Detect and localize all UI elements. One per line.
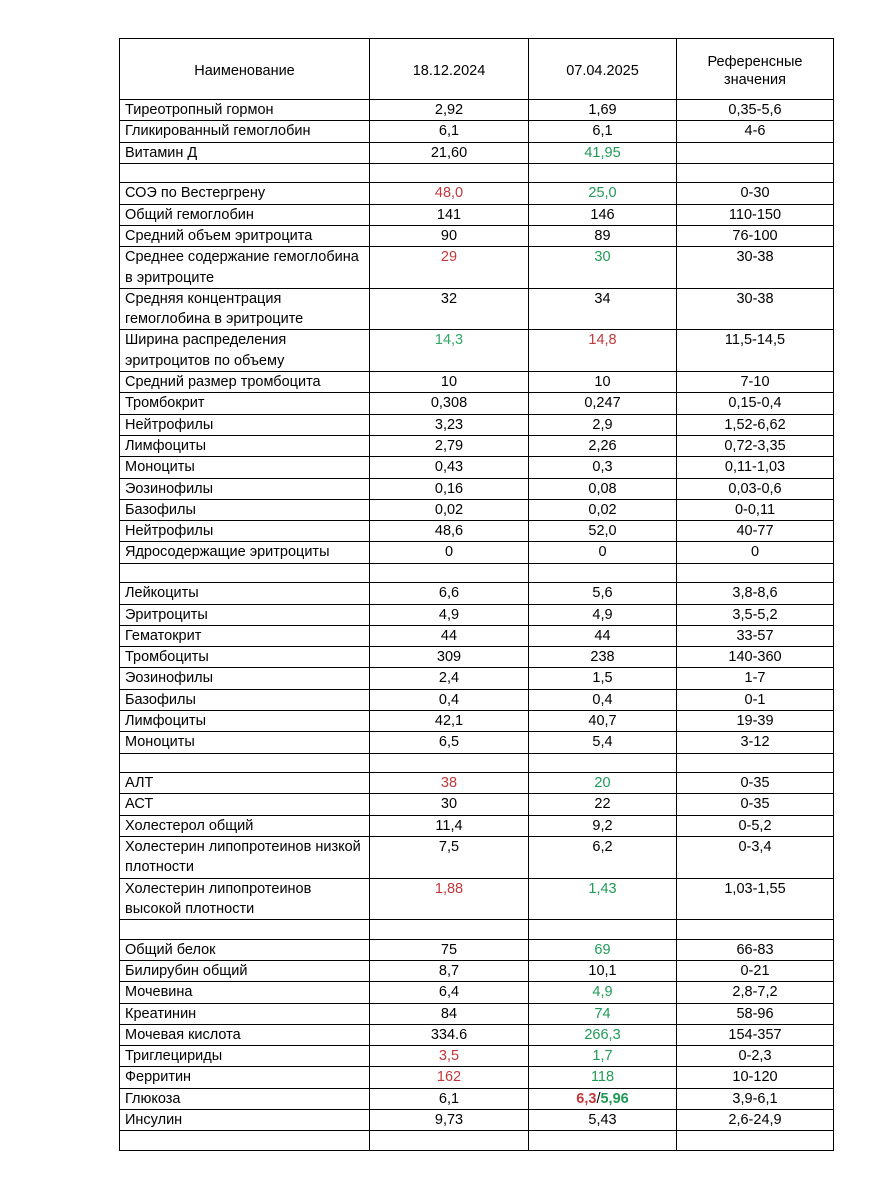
value-date-1: 162: [370, 1067, 529, 1088]
table-row: [120, 142, 834, 163]
blank-cell: [120, 920, 370, 940]
table-row: [120, 100, 834, 121]
blank-cell: [529, 1131, 677, 1151]
value-part: 5,96: [600, 1090, 629, 1107]
test-name: Мочевая кислота: [120, 1024, 370, 1045]
value-date-2: 266,3: [529, 1024, 677, 1045]
value-date-2: 41,95: [529, 142, 677, 163]
reference-range: 19-39: [677, 711, 834, 732]
reference-range: 0-0,11: [677, 499, 834, 520]
reference-range: 76-100: [677, 225, 834, 246]
value-date-1: 30: [370, 794, 529, 815]
value-date-2: 30: [529, 247, 677, 289]
value-date-2: 89: [529, 225, 677, 246]
value-date-2: 25,0: [529, 183, 677, 204]
header-name: Наименование: [120, 39, 370, 100]
table-row: [120, 478, 834, 499]
value-date-2: 20: [529, 773, 677, 794]
test-name: Витамин Д: [120, 142, 370, 163]
value-date-2: 69: [529, 939, 677, 960]
test-name: Базофилы: [120, 689, 370, 710]
test-name: Моноциты: [120, 732, 370, 753]
blank-cell: [120, 163, 370, 183]
reference-range: 0-30: [677, 183, 834, 204]
header-date-1: 18.12.2024: [370, 39, 529, 100]
reference-range: 3,9-6,1: [677, 1088, 834, 1109]
reference-range: 0,72-3,35: [677, 435, 834, 456]
table-row: [120, 414, 834, 435]
test-name: Холестерол общий: [120, 815, 370, 836]
value-date-2: 2,26: [529, 435, 677, 456]
table-row: [120, 960, 834, 981]
test-name: Ширина распределения эритроцитов по объему: [120, 330, 370, 372]
reference-range: 3,5-5,2: [677, 604, 834, 625]
table-row: [120, 625, 834, 646]
test-name: АСТ: [120, 794, 370, 815]
table-row: [120, 1046, 834, 1067]
test-name: СОЭ по Вестергрену: [120, 183, 370, 204]
table-row: [120, 815, 834, 836]
value-date-1: 21,60: [370, 142, 529, 163]
test-name: Тиреотропный гормон: [120, 100, 370, 121]
table-row: [120, 837, 834, 879]
reference-range: 0-35: [677, 773, 834, 794]
table-row: [120, 521, 834, 542]
table-row: [120, 583, 834, 604]
value-date-2: 52,0: [529, 521, 677, 542]
test-name: Среднее содержание гемоглобина в эритроците: [120, 247, 370, 289]
reference-range: 0-35: [677, 794, 834, 815]
test-name: Инсулин: [120, 1110, 370, 1131]
value-part: 6,3: [576, 1090, 597, 1107]
reference-range: 30-38: [677, 247, 834, 289]
value-date-1: 29: [370, 247, 529, 289]
value-date-1: 6,1: [370, 121, 529, 142]
value-date-2: 0: [529, 542, 677, 563]
blank-cell: [370, 1131, 529, 1151]
value-date-2: 10: [529, 372, 677, 393]
test-name: Средний размер тромбоцита: [120, 372, 370, 393]
value-date-2: 40,7: [529, 711, 677, 732]
reference-range: 2,6-24,9: [677, 1110, 834, 1131]
value-date-1: 3,5: [370, 1046, 529, 1067]
blank-cell: [677, 753, 834, 773]
value-date-2: 0,08: [529, 478, 677, 499]
value-date-1: 6,5: [370, 732, 529, 753]
value-date-2: 2,9: [529, 414, 677, 435]
reference-range: 0,15-0,4: [677, 393, 834, 414]
table-row: [120, 435, 834, 456]
test-name: Средняя концентрация гемоглобина в эритроците: [120, 288, 370, 330]
test-name: Ферритин: [120, 1067, 370, 1088]
value-date-2: 1,43: [529, 878, 677, 920]
test-name: Гематокрит: [120, 625, 370, 646]
reference-range: 0-5,2: [677, 815, 834, 836]
table-row: [120, 689, 834, 710]
test-name: Нейтрофилы: [120, 414, 370, 435]
value-date-2: 74: [529, 1003, 677, 1024]
table-row: [120, 542, 834, 563]
test-name: Эозинофилы: [120, 668, 370, 689]
value-date-2: 4,9: [529, 604, 677, 625]
value-date-1: 8,7: [370, 960, 529, 981]
blank-cell: [529, 563, 677, 583]
reference-range: 140-360: [677, 647, 834, 668]
value-date-2: 1,7: [529, 1046, 677, 1067]
blank-cell: [120, 753, 370, 773]
value-date-2: 0,247: [529, 393, 677, 414]
header-date-2: 07.04.2025: [529, 39, 677, 100]
value-date-2: 5,43: [529, 1110, 677, 1131]
value-date-1: 4,9: [370, 604, 529, 625]
value-date-1: 3,23: [370, 414, 529, 435]
value-date-1: 2,79: [370, 435, 529, 456]
reference-range: 66-83: [677, 939, 834, 960]
test-name: Мочевина: [120, 982, 370, 1003]
value-date-2: 1,5: [529, 668, 677, 689]
value-date-1: 6,4: [370, 982, 529, 1003]
value-date-1: 0: [370, 542, 529, 563]
blank-separator-row: [120, 163, 834, 183]
value-date-2: 0,02: [529, 499, 677, 520]
reference-range: 40-77: [677, 521, 834, 542]
value-date-2: 1,69: [529, 100, 677, 121]
table-row: [120, 1003, 834, 1024]
value-date-2: 118: [529, 1067, 677, 1088]
blank-cell: [370, 163, 529, 183]
test-name: Глюкоза: [120, 1088, 370, 1109]
table-row: [120, 773, 834, 794]
value-date-1: 2,92: [370, 100, 529, 121]
reference-range: 3-12: [677, 732, 834, 753]
value-date-2: 34: [529, 288, 677, 330]
value-date-1: 1,88: [370, 878, 529, 920]
reference-range: 10-120: [677, 1067, 834, 1088]
value-date-1: 141: [370, 204, 529, 225]
value-date-1: 75: [370, 939, 529, 960]
test-name: Лимфоциты: [120, 435, 370, 456]
blank-separator-row: [120, 563, 834, 583]
table-row: [120, 1088, 834, 1109]
test-name: Билирубин общий: [120, 960, 370, 981]
table-row: [120, 457, 834, 478]
value-date-1: 32: [370, 288, 529, 330]
blank-separator-row: [120, 1131, 834, 1151]
value-date-2: 10,1: [529, 960, 677, 981]
table-row: [120, 121, 834, 142]
reference-range: 0-21: [677, 960, 834, 981]
value-date-1: 11,4: [370, 815, 529, 836]
table-row: [120, 288, 834, 330]
reference-range: 4-6: [677, 121, 834, 142]
reference-range: 0,35-5,6: [677, 100, 834, 121]
test-name: Лимфоциты: [120, 711, 370, 732]
test-name: Моноциты: [120, 457, 370, 478]
header-reference-line2: значения: [724, 71, 786, 88]
value-date-1: 42,1: [370, 711, 529, 732]
value-date-1: 309: [370, 647, 529, 668]
value-date-1: 2,4: [370, 668, 529, 689]
reference-range: 3,8-8,6: [677, 583, 834, 604]
blank-cell: [529, 920, 677, 940]
blank-cell: [677, 163, 834, 183]
value-date-2: 44: [529, 625, 677, 646]
table-row: [120, 204, 834, 225]
reference-range: 30-38: [677, 288, 834, 330]
blank-cell: [529, 163, 677, 183]
blank-cell: [370, 920, 529, 940]
table-row: [120, 372, 834, 393]
value-date-1: 0,4: [370, 689, 529, 710]
test-name: Холестерин липопротеинов низкой плотности: [120, 837, 370, 879]
table-row: [120, 794, 834, 815]
table-row: [120, 1067, 834, 1088]
reference-range: 11,5-14,5: [677, 330, 834, 372]
reference-range: 2,8-7,2: [677, 982, 834, 1003]
value-date-1: 38: [370, 773, 529, 794]
reference-range: 0,03-0,6: [677, 478, 834, 499]
value-date-2: 4,9: [529, 982, 677, 1003]
value-date-1: 0,02: [370, 499, 529, 520]
reference-range: 0-1: [677, 689, 834, 710]
table-row: [120, 330, 834, 372]
value-date-2: [529, 1088, 677, 1109]
blank-cell: [120, 1131, 370, 1151]
test-name: Холестерин липопротеинов высокой плотности: [120, 878, 370, 920]
reference-range: 1,03-1,55: [677, 878, 834, 920]
value-date-1: 334.6: [370, 1024, 529, 1045]
test-name: Эозинофилы: [120, 478, 370, 499]
value-date-2: 6,2: [529, 837, 677, 879]
table-row: [120, 499, 834, 520]
value-date-2: 22: [529, 794, 677, 815]
lab-results-table: [119, 38, 834, 1151]
test-name: Средний объем эритроцита: [120, 225, 370, 246]
table-row: [120, 247, 834, 289]
table-row: [120, 939, 834, 960]
table-row: [120, 1024, 834, 1045]
value-date-1: 0,308: [370, 393, 529, 414]
table-row: [120, 225, 834, 246]
reference-range: 1,52-6,62: [677, 414, 834, 435]
test-name: Общий белок: [120, 939, 370, 960]
value-date-1: 0,43: [370, 457, 529, 478]
value-date-2: 14,8: [529, 330, 677, 372]
value-date-1: 10: [370, 372, 529, 393]
value-date-1: 6,6: [370, 583, 529, 604]
value-date-2: 9,2: [529, 815, 677, 836]
value-date-1: 84: [370, 1003, 529, 1024]
reference-range: 1-7: [677, 668, 834, 689]
value-date-2: 146: [529, 204, 677, 225]
reference-range: 0: [677, 542, 834, 563]
table-row: [120, 878, 834, 920]
value-date-2: 6,1: [529, 121, 677, 142]
header-row: [120, 39, 834, 100]
blank-cell: [120, 563, 370, 583]
value-date-1: 7,5: [370, 837, 529, 879]
value-date-2: 0,4: [529, 689, 677, 710]
test-name: АЛТ: [120, 773, 370, 794]
reference-range: 58-96: [677, 1003, 834, 1024]
blank-separator-row: [120, 920, 834, 940]
blank-cell: [370, 753, 529, 773]
reference-range: 154-357: [677, 1024, 834, 1045]
reference-range: [677, 142, 834, 163]
test-name: Базофилы: [120, 499, 370, 520]
value-date-1: 48,0: [370, 183, 529, 204]
test-name: Креатинин: [120, 1003, 370, 1024]
test-name: Эритроциты: [120, 604, 370, 625]
test-name: Тромбоциты: [120, 647, 370, 668]
value-date-1: 6,1: [370, 1088, 529, 1109]
value-date-1: 44: [370, 625, 529, 646]
table-row: [120, 982, 834, 1003]
reference-range: 7-10: [677, 372, 834, 393]
blank-cell: [677, 563, 834, 583]
table-row: [120, 1110, 834, 1131]
table-row: [120, 732, 834, 753]
value-date-1: 90: [370, 225, 529, 246]
value-date-2: 5,6: [529, 583, 677, 604]
test-name: Гликированный гемоглобин: [120, 121, 370, 142]
reference-range: 0-3,4: [677, 837, 834, 879]
blank-cell: [677, 920, 834, 940]
header-reference: [677, 39, 834, 100]
test-name: Общий гемоглобин: [120, 204, 370, 225]
value-part: /: [596, 1090, 601, 1107]
reference-range: 0,11-1,03: [677, 457, 834, 478]
table-row: [120, 647, 834, 668]
blank-cell: [677, 1131, 834, 1151]
value-date-2: 0,3: [529, 457, 677, 478]
blank-cell: [370, 563, 529, 583]
blank-cell: [529, 753, 677, 773]
table-row: [120, 711, 834, 732]
table-row: [120, 604, 834, 625]
test-name: Триглецириды: [120, 1046, 370, 1067]
value-date-1: 48,6: [370, 521, 529, 542]
header-reference-line1: Референсные: [707, 53, 803, 70]
value-date-2: 5,4: [529, 732, 677, 753]
value-date-1: 14,3: [370, 330, 529, 372]
value-date-2: 238: [529, 647, 677, 668]
reference-range: 0-2,3: [677, 1046, 834, 1067]
value-date-1: 9,73: [370, 1110, 529, 1131]
test-name: Лейкоциты: [120, 583, 370, 604]
test-name: Ядросодержащие эритроциты: [120, 542, 370, 563]
table-row: [120, 393, 834, 414]
table-row: [120, 668, 834, 689]
blank-separator-row: [120, 753, 834, 773]
results-body: [120, 100, 834, 1151]
test-name: Нейтрофилы: [120, 521, 370, 542]
value-date-1: 0,16: [370, 478, 529, 499]
reference-range: 33-57: [677, 625, 834, 646]
table-row: [120, 183, 834, 204]
reference-range: 110-150: [677, 204, 834, 225]
test-name: Тромбокрит: [120, 393, 370, 414]
